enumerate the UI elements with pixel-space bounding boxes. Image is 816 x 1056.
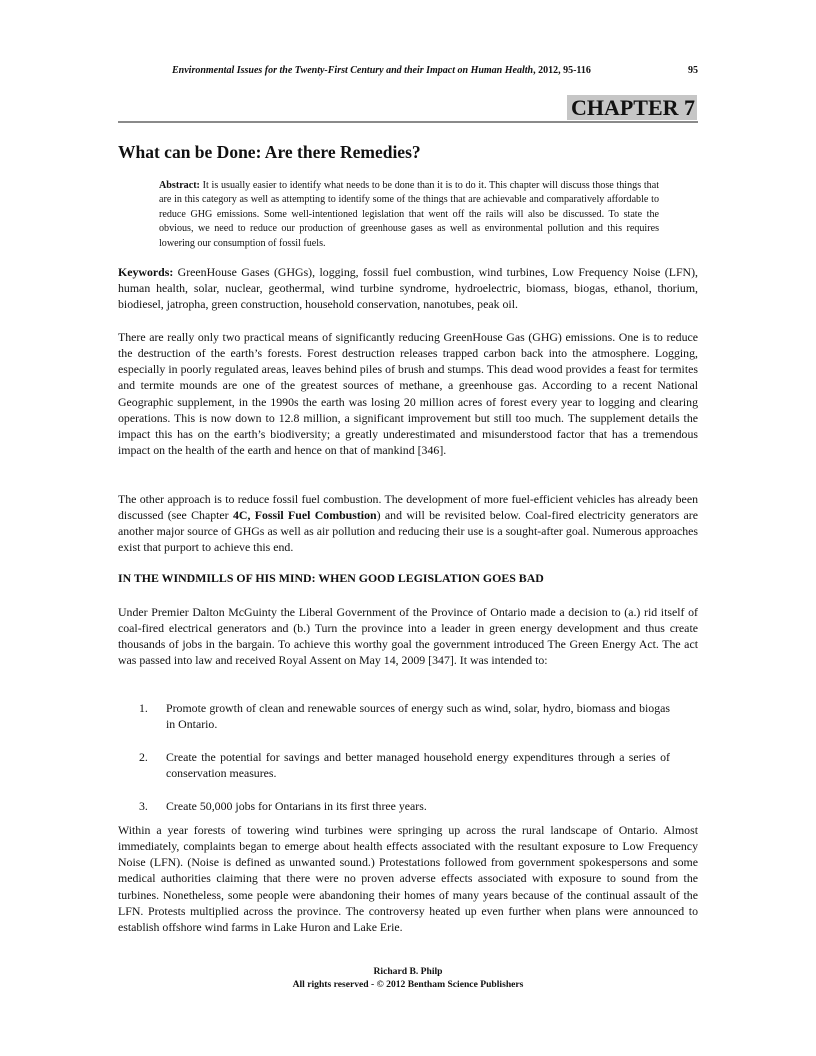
abstract-label: Abstract: — [159, 180, 200, 191]
journal-details: , 2012, 95-116 — [533, 65, 591, 76]
paragraph-3: Under Premier Dalton McGuinty the Liberal Government of the Province of Ontario made a decision to (a.) rid itself of coal-fired electrical generators and (b.) Turn the province into a leader in green energy development and thus create thousands of jobs in the bargain. To achieve this worthy goal the government introduced The Green Energy Act. The act was passed into law and received Royal Assent on May 14, 2009 [347]. It was intended to: — [118, 605, 698, 668]
footer-author: Richard B. Philp — [373, 966, 443, 977]
list-item-text: Create 50,000 jobs for Ontarians in its first three years. — [166, 799, 427, 813]
chapter-reference: 4C, Fossil Fuel Combustion — [232, 508, 377, 523]
paragraph-2-text-a: The other approach is to reduce fossil fuel combustion. The development of more fuel-efficient vehicles has already been discussed (see Chapter — [118, 492, 698, 523]
keywords-label: Keywords: — [118, 265, 174, 279]
list-item-text: Create the potential for savings and better managed household energy expenditures through a series of conservation measures. — [166, 750, 670, 781]
header-rule — [118, 121, 698, 123]
chapter-label: CHAPTER 7 — [567, 95, 697, 120]
list-item-number: 1. — [139, 701, 148, 715]
footer-rights: All rights reserved - © 2012 Bentham Science Publishers — [292, 978, 524, 990]
journal-title: Environmental Issues for the Twenty-First Century and their Impact on Human Health — [172, 65, 534, 76]
paragraph-2 — [118, 491, 698, 556]
abstract-text: It is usually easier to identify what needs to be done than it is to do it. This chapter will discuss those things that are in this category as well as attempting to identify some of the things that are achievable and comparatively affordable to reduce GHG emissions. Some well-intentioned legislation that went off the rails will also be discussed. To state the obvious, we need to reduce our production of greenhouse gases as well as environmental pollution and this requires lowering our consumption of fossil fuels. — [159, 180, 659, 249]
paragraph-2-text-b: ) and will be revisited below. Coal-fired electricity generators are another major source of GHGs as well as air pollution and reducing their use is a sought-after goal. Numerous approaches exist that purport to achieve this end. — [118, 508, 698, 555]
list-item-text: Promote growth of clean and renewable sources of energy such as wind, solar, hydro, biomass and biogas in Ontario. — [166, 701, 670, 732]
page-number: 95 — [688, 65, 698, 76]
keywords-text: GreenHouse Gases (GHGs), logging, fossil fuel combustion, wind turbines, Low Frequency Noise (LFN), human health, solar, nuclear, geothermal, wind turbine syndrome, hydroelectric, biomass, biogas, ethanol, thorium, biodiesel, jatropha, green construction, household conservation, nanotubes, peak oil. — [118, 265, 698, 312]
paragraph-4: Within a year forests of towering wind turbines were springing up across the rural landscape of Ontario. Almost immediately, complaints began to emerge about health effects associated with the resultant exposure to Low Frequency Noise (LFN). (Noise is defined as unwanted sound.) Protestations followed from government spokespersons and some medical authorities claiming that there were no proven adverse effects associated with exposure to sound from the turbines. Nonetheless, some people were abandoning their homes of many years because of the continual assault of the LFN. Protests multiplied across the province. The controversy heated up even further when plans were announced to establish offshore wind farms in Lake Huron and Lake Erie. — [118, 823, 698, 934]
abstract — [159, 179, 659, 251]
paragraph-1: There are really only two practical means of significantly reducing GreenHouse Gas (GHG) emissions. One is to reduce the destruction of the earth’s forests. Forest destruction releases trapped carbon back into the atmosphere. Logging, especially in poorly regulated areas, leaves behind piles of brush and stumps. This dead wood provides a feast for termites and termite mounds are one of the greatest sources of methane, a greenhouse gas. According to a recent National Geographic supplement, in the 1990s the earth was losing 20 million acres of forest every year to logging and clearing operations. This is now down to 12.8 million, a significant improvement but still too much. The supplement details the impact this has on the earth’s biodiversity; a greatly underestimated and misunderstood factor that has a tremendous impact on the health of the earth and hence on that of mankind [346]. — [118, 330, 698, 458]
keywords — [118, 264, 698, 312]
section-heading: IN THE WINDMILLS OF HIS MIND: WHEN GOOD LEGISLATION GOES BAD — [118, 571, 544, 585]
running-head — [172, 65, 698, 77]
chapter-title: What can be Done: Are there Remedies? — [118, 142, 421, 162]
list-item-number: 2. — [139, 750, 148, 764]
page-footer — [0, 966, 816, 991]
list-item-number: 3. — [139, 799, 148, 813]
